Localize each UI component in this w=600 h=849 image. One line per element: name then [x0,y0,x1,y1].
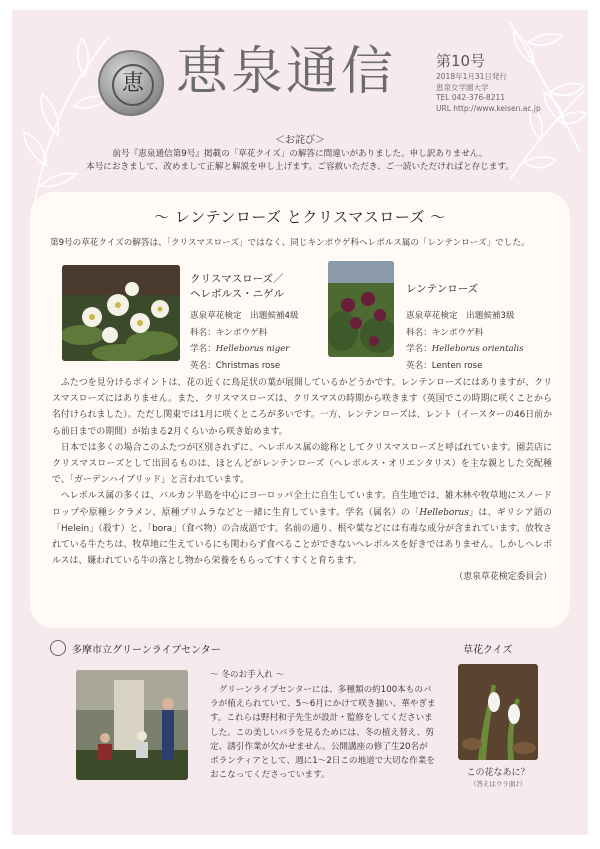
lenten-rose-image-icon [328,261,394,357]
apology-line-2: 本号におきまして、改めまして正解と解説を申し上げます。ご容赦いただき、ご一読いただければと存じます。 [86,162,514,172]
feature-paragraph-1: ふたつを見分けるポイントは、花の近くに鳥足状の葉が展開しているかどうかです。レンテンローズにはありますが、クリスマスローズにはありません。また、クリスマスローズは、クリスマスの時期から咲きます（英国でこの時期に咲くことから名付けられました）。ただし関東では1月に咲くところが多いです。一方、レンテンローズは、レント（イースターの46日前から前日までの期間）が始まる2月くらいから咲き始めます。 [52,378,552,437]
publisher-tel: TEL 042-376-8211 [436,93,506,102]
leaf-decoration-left-icon [14,16,124,216]
feature-signature: （恵泉草花検定委員会） [454,572,552,583]
lenten-rose-photo [328,261,394,357]
logo-letter: 恵 [112,64,154,106]
feature-body [52,375,552,586]
paragraph-3-part-b: 」は、ギリシア語の「Helein」（殺す）と、「bora」（食べ物）の合成語です。名前の通り、根や葉などには有毒な成分が含まれています。放牧されている牛たちは、牧草地に生えているにも関わらず食べることができないヘレボルスを好きではありません。しかしヘレボルスは、嫌われている牛の落とし物から栄養をもらってすくすくと育ちます。 [52,507,552,567]
volunteers-image-icon [76,670,188,780]
issue-number: 第10号 [436,52,486,70]
center-paragraph: グリーンライブセンターには、多種類の約100本ものバラが植えられていて、5～6月にかけて咲き揃い、華やぎます。これらは野村和子先生が設計・監修をしてくださいました。この美しいバラを見るためには、冬の植え替え、剪定、誘引作業が欠かせません。公開講座の修了生20名がボランティアとして、週に1～2日この地道で大切な作業をおこなってくださっています。 [210,685,436,781]
lenten-rose-family: 科名：キンポウゲ科 [406,327,484,338]
publish-date: 2018年1月31日発行 [436,72,507,81]
paragraph-3-part-a: ヘレボルス属の多くは、バルカン半島を中心にヨーロッパ全土に自生しています。自生地では、雑木林や牧草地にスノードロップや原種シクラメン、原種プリムラなどと一緒に生育しています。学名（属名）の「 [52,491,552,518]
center-body [210,683,436,782]
flower-bullet-icon [50,640,66,656]
quiz-photo [458,664,538,760]
lenten-rose-info [406,308,524,374]
publication-meta [436,72,541,114]
quiz-hint: （答えはウラ面♪） [469,780,527,788]
genus-name: Helleborus [419,507,469,518]
sci-name: Helleborus orientalis [431,344,524,354]
university-logo-icon [98,50,164,116]
quiz-question: この花なあに？ [466,768,530,778]
feature-lead: 第9号の草花クイズの解答は、「クリスマスローズ」ではなく、同じキンポウゲ科ヘレボルス属の「レンテンローズ」でした。 [50,238,530,248]
snowdrop-image-icon [458,664,538,760]
feature-card [30,192,570,628]
christmas-rose-family: 科名：キンポウゲ科 [190,327,268,338]
lenten-rose-english: 英名：Lenten rose [406,360,483,371]
christmas-rose-photo [62,265,180,361]
lenten-rose-name: レンテンローズ [406,283,479,295]
sci-name: Helleborus niger [215,344,290,354]
feature-paragraph-2: 日本では多くの場合このふたつが区別されずに、ヘレボルス属の総称としてクリスマスローズと呼ばれています。園芸店にクリスマスローズとして出回るものは、ほとんどがレンテンローズ（ヘレボルス・オリエンタリス）を主な親とした交配種で、「ガーデンハイブリッド」と言われています。 [52,442,552,486]
sci-label: 学名： [406,344,432,354]
apology-heading: ＜お詫び＞ [275,135,325,146]
christmas-rose-image-icon [62,265,180,361]
christmas-rose-name-line-1: クリスマスローズ／ [190,273,284,285]
lenten-rose-scientific [406,341,524,358]
feature-paragraph-3 [52,488,552,569]
apology-text [0,148,600,174]
publisher-name: 恵泉女学園大学 [436,82,489,92]
newsletter-title: 恵泉通信 [176,42,397,102]
christmas-rose-name [190,272,284,302]
christmas-rose-grade: 恵泉草花検定 出題候補4級 [190,311,299,321]
christmas-rose-scientific [190,341,299,358]
feature-title: ～ レンテンローズ とクリスマスローズ ～ [154,208,446,226]
christmas-rose-english: 英名：Christmas rose [190,360,281,371]
lenten-rose-grade: 恵泉草花検定 出題候補3級 [406,311,515,321]
center-photo [76,670,188,780]
apology-line-1: 前号『恵泉通信第9号』掲載の「草花クイズ」の解答に間違いがありました。申し訳ありません。 [112,149,488,159]
center-title: 多摩市立グリーンライブセンター [72,645,221,656]
christmas-rose-info [190,308,299,374]
christmas-rose-name-line-2: ヘレボルス・ニゲル [190,288,284,300]
publisher-url[interactable]: URL http://www.keisen.ac.jp [436,103,541,113]
center-subtitle: ～ 冬のお手入れ ～ [210,670,285,680]
sci-label: 学名： [190,344,216,354]
quiz-title: 草花クイズ [463,645,513,656]
